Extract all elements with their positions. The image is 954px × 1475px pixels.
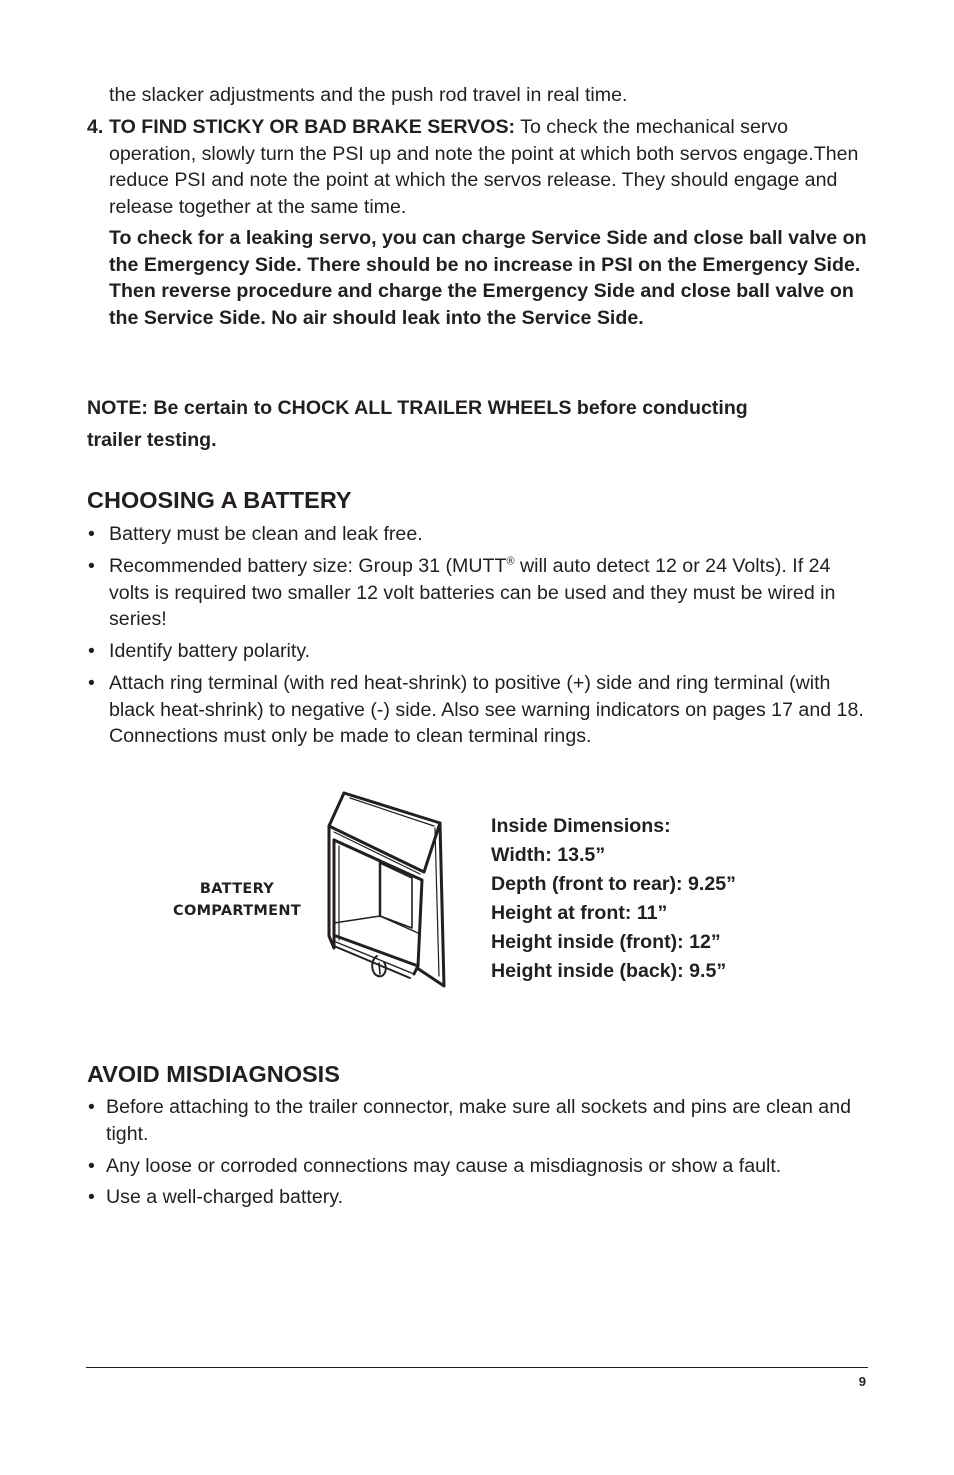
bullet-symbol: • [88, 1096, 95, 1118]
battery-bullet-1: Battery must be clean and leak free. [109, 523, 423, 545]
item4-bold-paragraph: To check for a leaking servo, you can charge Service Side and close ball valve on the Emergency Side. There should be no increase in PSI on the Emergency Side. Then reverse procedure and charge the Emergency Side and close ball valve on the Service Side. No air should leak into the Service Side. [109, 227, 867, 329]
dimension-depth: Depth (front to rear): 9.25” [491, 873, 736, 895]
continuation-text: the slacker adjustments and the push rod travel in real time. [109, 84, 628, 106]
dimension-height-inside-front: Height inside (front): 12” [491, 931, 721, 953]
dimension-height-front: Height at front: 11” [491, 902, 668, 924]
battery-compartment-drawing [322, 788, 452, 990]
page-number: 9 [858, 1374, 866, 1389]
bullet-symbol: • [88, 523, 95, 545]
battery-bullet-4: Attach ring terminal (with red heat-shrink) to positive (+) side and ring terminal (with black heat-shrink) to negative (-) side. Also see warning indicators on pages 17 and 18. Connections must only be made to clean terminal rings. [109, 672, 864, 748]
figure-label-line2: COMPARTMENT [173, 903, 301, 919]
misdiagnosis-bullet-1: Before attaching to the trailer connector, make sure all sockets and pins are clean and tight. [106, 1096, 851, 1145]
misdiagnosis-heading: AVOID MISDIAGNOSIS [87, 1061, 340, 1087]
note-line1: NOTE: Be certain to CHOCK ALL TRAILER WHEELS before conducting [87, 397, 748, 419]
battery-bullet-2 [109, 553, 869, 633]
item-number: 4. [87, 116, 104, 138]
bullet-symbol: • [88, 555, 95, 577]
bullet-symbol: • [88, 1186, 95, 1208]
inside-dimensions [491, 812, 736, 986]
misdiagnosis-bullet-3: Use a well-charged battery. [106, 1186, 344, 1208]
item4-heading: TO FIND STICKY OR BAD BRAKE SERVOS: [109, 116, 516, 138]
item4-text-line1: To check the mechanical servo [515, 116, 789, 138]
item4-text-rest: operation, slowly turn the PSI up and note the point at which both servos engage.Then reduce PSI and note the point at which the servos release. They should engage and release together at the same time. [109, 142, 859, 218]
misdiagnosis-bullet-2: Any loose or corroded connections may cause a misdiagnosis or show a fault. [106, 1155, 782, 1177]
dimension-width: Width: 13.5” [491, 844, 606, 866]
battery-heading: CHOOSING A BATTERY [87, 487, 352, 513]
bullet-symbol: • [88, 672, 95, 694]
dimension-heading: Inside Dimensions: [491, 815, 671, 837]
registered-mark: ® [506, 555, 515, 568]
dimension-height-inside-back: Height inside (back): 9.5” [491, 960, 727, 982]
bullet-symbol: • [88, 640, 95, 662]
note-line2: trailer testing. [87, 429, 217, 451]
battery-bullet-2-start: Recommended battery size: Group 31 (MUTT [109, 555, 507, 577]
footer-rule [86, 1367, 868, 1368]
bullet-symbol: • [88, 1155, 95, 1177]
battery-bullet-2-rest: will auto detect 12 or 24 Volts). If 24 volts is required two smaller 12 volt batteries can be used and they must be wired in series! [109, 555, 836, 631]
battery-bullet-3: Identify battery polarity. [109, 640, 311, 662]
figure-label-line1: BATTERY [199, 881, 275, 897]
figure-label [166, 878, 308, 922]
item4-paragraph [109, 114, 869, 220]
